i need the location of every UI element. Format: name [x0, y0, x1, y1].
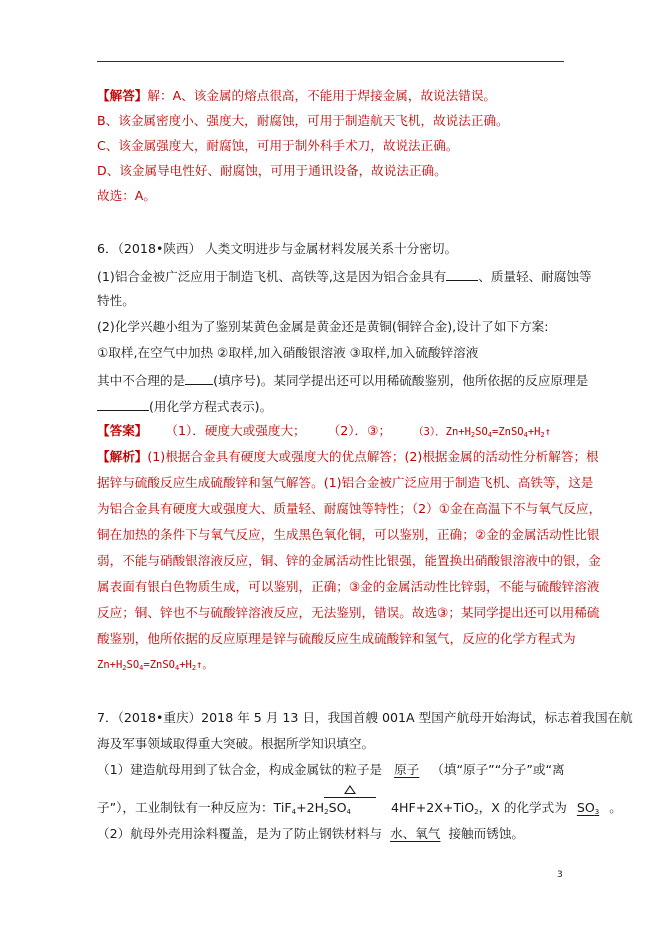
- q7-part1-text-a: （1）建造航母用到了钛合金，构成金属钛的粒子是: [97, 762, 383, 777]
- q7-part2: 子”），工业制钛有一种反应为：$TiF_4+2H_2SO_4$ 4HF+2X+TiO$_2$，X 的化学式为 $SO_3$ 。: [97, 800, 622, 816]
- q6-analysis-line-8: 酸鉴别，他所依据的反应原理是锌与硫酸反应生成硫酸锌和氢气，反应的化学方程式为: [97, 631, 576, 646]
- solution-text: 解：A、该金属的熔点很高，不能用于焊接金属，故说法错误。: [147, 88, 497, 103]
- q6-answer: [97, 423, 551, 440]
- answer-part-2: （2）．③；: [327, 423, 392, 438]
- q6-part3-text-a: 其中不合理的是: [97, 373, 186, 388]
- q7-header-cont: 海及军事领域取得重大突破。根据所学知识填空。: [97, 736, 375, 751]
- q6-analysis-line-4: 铜在加热的条件下与氧气反应，生成黑色氧化铜，可以鉴别，正确；②金的金属活动性比银: [97, 527, 600, 542]
- q6-analysis-line-6: 属表面有银白色物质生成，可以鉴别，正确；③金的金属活动性比锌弱，不能与硫酸锌溶液: [97, 579, 600, 594]
- answer-tag: 【答案】: [97, 423, 148, 438]
- q6-options: ①取样,在空气中加热 ②取样,加入硝酸银溶液 ③取样,加入硫酸锌溶液: [97, 345, 479, 360]
- q5-solution-line-2: B、该金属密度小、强度大，耐腐蚀，可用于制造航天飞机，故说法正确。: [97, 113, 509, 128]
- analysis-tag: 【解析】: [97, 449, 148, 464]
- solution-tag: 【解答】: [97, 88, 148, 103]
- answer-part-1: （1）．硬度大或强度大；: [165, 423, 306, 438]
- q6-equation: $Zn+H_2SO_4=ZnSO_4+H_2↑$。: [97, 659, 213, 672]
- q6-blank-2: [185, 371, 213, 385]
- analysis-text: (1)根据合金具有硬度大或强度大的优点解答；(2)根据金属的活动性分析解答；根: [147, 449, 599, 464]
- q7-part3: [97, 826, 524, 842]
- q6-part3: [97, 371, 588, 389]
- q7-answer-3: 水、氧气: [390, 826, 441, 841]
- q6-part2: (2)化学兴趣小组为了鉴别某黄色金属是黄金还是黄铜(铜锌合金),设计了如下方案:: [97, 319, 549, 334]
- q6-blank-3: [97, 397, 149, 411]
- header-rule: [97, 61, 564, 62]
- q5-solution-line-4: D、该金属导电性好、耐腐蚀，可用于通讯设备，故说法正确。: [97, 163, 447, 178]
- q7-part3-text-b: 接触而锈蚀。: [448, 826, 525, 841]
- q5-solution-line-3: C、该金属强度大，耐腐蚀，可用于制外科手术刀，故说法正确。: [97, 138, 459, 153]
- q6-analysis-line-2: 据锌与硫酸反应生成硫酸锌和氢气解答。(1)铝合金被广泛应用于制造飞机、高铁等，这是: [97, 475, 594, 490]
- q6-part3-text-b: (填序号)。某同学提出还可以用稀硫酸鉴别，他所依据的反应原理是: [213, 373, 589, 388]
- q6-part1-text-a: (1)铝合金被广泛应用于制造飞机、高铁等,这是因为铝合金具有: [97, 269, 447, 284]
- q7-header: 7．（2018•重庆）2018 年 5 月 13 日，我国首艘 001A 型国产航母开始海试，标志着我国在航: [97, 710, 633, 725]
- q7-part1: [97, 762, 565, 778]
- q7-part2-text-a: 子”），工业制钛有一种反应为：TiF: [97, 800, 292, 815]
- answer-part-3: （3）．$Zn+H_2SO_4=ZnSO_4+H_2↑$: [413, 426, 552, 439]
- q5-answer: 故选：A。: [97, 188, 156, 203]
- q7-answer-2: $SO_3$: [576, 800, 600, 816]
- q6-part1-text-b: 、质量轻、耐腐蚀等: [478, 269, 592, 284]
- q6-part1: [97, 267, 592, 285]
- q6-part1-cont: 特性。: [97, 293, 135, 308]
- q6-analysis-line-5: 弱，不能与硝酸银溶液反应，铜、锌的金属活动性比银强，能置换出硝酸银溶液中的银，金: [97, 553, 601, 568]
- heating-condition-icon: [344, 785, 356, 794]
- q6-analysis-line-1: [97, 449, 599, 465]
- q6-header: 6．（2018•陕西） 人类文明进步与金属材料发展关系十分密切。: [97, 241, 458, 256]
- q6-analysis-line-7: 反应；铜、锌也不与硫酸锌溶液反应，无法鉴别，错误。故选③；某同学提出还可以用稀硫: [97, 605, 600, 620]
- q7-part1-text-b: （填“原子”“分子”或“离: [431, 762, 565, 777]
- q6-part4: [97, 397, 272, 415]
- q6-part4-text: (用化学方程式表示)。: [149, 399, 273, 414]
- q7-answer-1: 原子: [394, 762, 420, 777]
- q5-solution-line-1: [97, 88, 496, 104]
- page-number: 3: [557, 870, 563, 880]
- q7-part3-text-a: （2）航母外壳用涂料覆盖，是为了防止钢铁材料与: [97, 826, 383, 841]
- reaction-condition-bar: [324, 797, 376, 798]
- q6-blank-1: [446, 267, 478, 281]
- q6-analysis-line-3: 为铝合金具有硬度大或强度大、质量轻、耐腐蚀等特性；（2）①金在高温下不与氧气反应，: [97, 501, 602, 516]
